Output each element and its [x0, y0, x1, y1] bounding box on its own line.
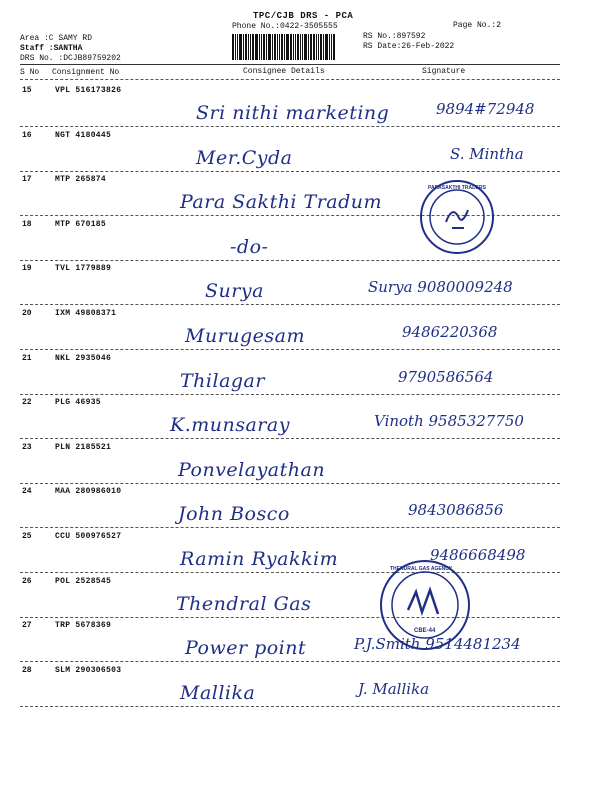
row-consignee-handwritten: Murugesam [185, 325, 306, 347]
row-sno: 16 [22, 130, 32, 140]
row-sno: 22 [22, 398, 32, 408]
row-consignment-no: MTP 670185 [55, 219, 107, 229]
row-consignment-no: CCU 500976527 [55, 532, 122, 541]
thendral-stamp-subtext: CBE-44 [414, 628, 436, 634]
page-number: Page No.:2 [453, 21, 502, 30]
row-signature-handwritten: Surya 9080009248 [368, 278, 513, 297]
row-consignee-handwritten: Thendral Gas [176, 592, 312, 615]
rs-number: RS No.:897592 [363, 32, 426, 41]
row-sno: 25 [22, 532, 32, 541]
row-consignment-no: SLM 290306503 [55, 665, 122, 675]
parasakthi-stamp-text: PARASAKTHI TRADERS [428, 185, 486, 191]
col-sno-header: S No [20, 68, 40, 77]
row-consignment-no: VPL 516173826 [55, 86, 122, 95]
row-sno: 23 [22, 442, 32, 452]
report-title: TPC/CJB DRS - PCA [253, 11, 354, 21]
row-consignment-no: POL 2528545 [55, 576, 112, 586]
row-consignment-no: IXM 49808371 [55, 309, 117, 318]
col-consignee-header: Consignee Details [243, 67, 325, 76]
staff-label: Staff :SANTHA [20, 44, 83, 53]
row-divider [20, 527, 560, 528]
row-sno: 27 [22, 621, 32, 631]
row-divider [20, 171, 560, 172]
row-consignment-no: NKL 2935046 [55, 353, 112, 363]
row-sno: 19 [22, 264, 32, 274]
row-sno: 24 [22, 487, 32, 497]
row-sno: 15 [22, 86, 32, 95]
col-signature-header: Signature [422, 67, 466, 76]
row-consignment-no: PLG 46935 [55, 398, 101, 408]
row-signature-handwritten: Vinoth 9585327750 [374, 412, 524, 431]
row-signature-handwritten: J. Mallika [358, 679, 430, 698]
row-consignment-no: TRP 5678369 [55, 621, 112, 631]
row-signature-handwritten: 9894#72948 [436, 100, 535, 118]
row-consignee-handwritten: Ramin Ryakkim [180, 548, 339, 570]
row-consignment-no: MAA 280986010 [55, 487, 122, 497]
row-consignment-no: TVL 1779889 [55, 264, 112, 274]
row-consignee-handwritten: Sri nithi marketing [196, 102, 390, 124]
row-divider [20, 572, 560, 573]
row-signature-handwritten: 9486220368 [402, 323, 498, 341]
row-divider [20, 483, 560, 484]
row-consignment-no: PLN 2185521 [55, 442, 112, 452]
row-consignee-handwritten: K.munsaray [170, 414, 290, 437]
row-consignment-no: MTP 265874 [55, 175, 107, 185]
row-consignment-no: NGT 4180445 [55, 130, 112, 140]
row-signature-handwritten: S. Mintha [450, 144, 524, 163]
row-signature-handwritten: 9790586564 [398, 367, 494, 386]
rs-date: RS Date:26-Feb-2022 [363, 42, 455, 51]
row-signature-handwritten: 9843086856 [408, 501, 504, 520]
barcode-image [232, 34, 360, 60]
area-label: Area :C SAMY RD [20, 34, 93, 43]
row-consignee-handwritten: John Bosco [178, 503, 290, 526]
row-signature-handwritten: 9486668498 [430, 546, 526, 564]
row-sno: 20 [22, 309, 32, 318]
row-consignee-handwritten: -do- [230, 235, 269, 258]
row-divider [20, 394, 560, 395]
row-consignee-handwritten: Para Sakthi Tradum [180, 191, 383, 214]
thendral-stamp [380, 560, 470, 650]
row-divider [20, 438, 560, 439]
row-consignee-handwritten: Mer.Cyda [196, 146, 293, 169]
row-consignee-handwritten: Power point [185, 637, 307, 660]
row-divider [20, 349, 560, 350]
row-divider [20, 617, 560, 618]
drs-number: DRS No. :DCJB89759202 [20, 54, 121, 63]
row-consignee-handwritten: Surya [205, 280, 264, 303]
row-consignee-handwritten: Thilagar [180, 369, 265, 392]
row-sno: 28 [22, 665, 32, 675]
row-divider [20, 706, 560, 707]
row-consignee-handwritten: Ponvelayathan [178, 458, 326, 481]
row-signature-handwritten: P.J.Smith 9514481234 [354, 635, 521, 654]
row-divider [20, 126, 560, 127]
row-sno: 18 [22, 219, 32, 229]
row-divider [20, 304, 560, 305]
row-sno: 26 [22, 576, 32, 586]
col-consignment-header: Consignment No [52, 68, 120, 77]
row-divider [20, 661, 560, 662]
row-sno: 21 [22, 353, 32, 363]
thendral-stamp-text: THENDRAL GAS AGENCY [390, 566, 453, 572]
parasakthi-stamp [420, 180, 494, 254]
row-consignee-handwritten: Mallika [180, 681, 256, 704]
row-sno: 17 [22, 175, 32, 185]
column-header-divider [20, 79, 560, 80]
phone-number: Phone No.:0422-3505555 [232, 22, 338, 31]
header-divider [20, 64, 560, 65]
row-divider [20, 260, 560, 261]
